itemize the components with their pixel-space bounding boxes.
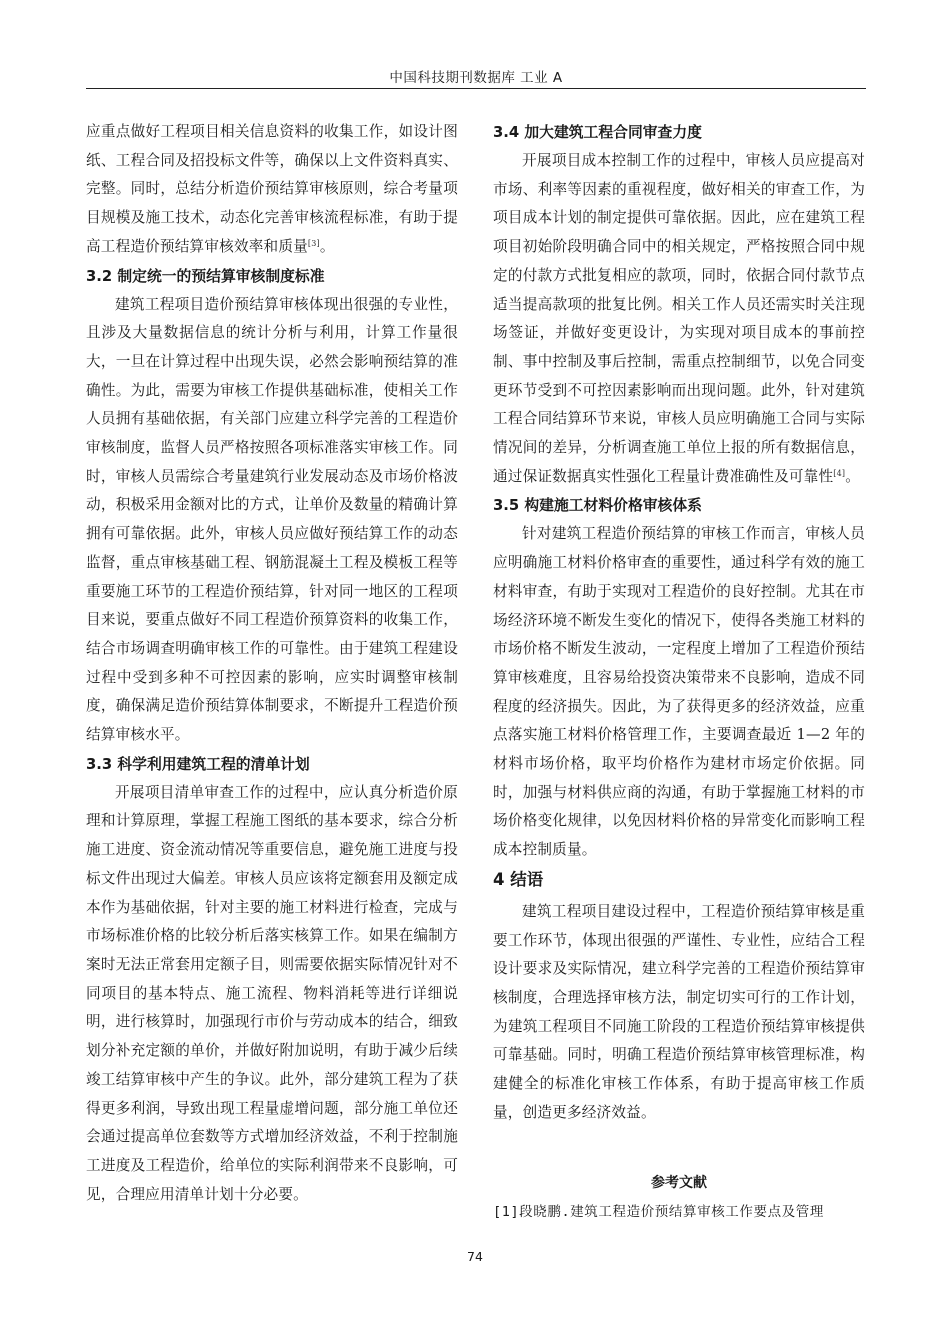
- paragraph-text: 应重点做好工程项目相关信息资料的收集工作，如设计图纸、工程合同及招投标文件等，确保以上文件资料真实、完整。同时，总结分析造价预结算审核原则，综合考量项目规模及施工技术，动态化完善审核流程标准，有助于提高工程造价预结算审核效率和质量: [86, 123, 458, 255]
- paragraph-3-5: 针对建筑工程造价预结算的审核工作而言，审核人员应明确施工材料价格审查的重要性，通过科学有效的施工材料审查，有助于实现对工程造价的良好控制。尤其在市场经济环境不断发生变化的情况下，使得各类施工材料的市场价格不断发生波动，一定程度上增加了工程造价预结算审核难度，且容易给投资决策带来不良影响，造成不同程度的经济损失。因此，为了获得更多的经济效益，应重点落实施工材料价格管理工作，主要调查最近 1—2 年的材料市场价格，取平均价格作为建材市场定价依据。同时，加强与材料供应商的沟通，有助于掌握施工材料的市场价格变化规律，以免因材料价格的异常变化而影响工程成本控制质量。: [493, 525, 865, 859]
- paragraph-3-2: 建筑工程项目造价预结算审核体现出很强的专业性，且涉及大量数据信息的统计分析与利用，计算工作量很大，一旦在计算过程中出现失误，必然会影响预结算的准确性。为此，需要为审核工作提供基础标准，使相关工作人员拥有基础依据，有关部门应建立科学完善的工程造价审核制度，监督人员严格按照各项标准落实审核工作。同时，审核人员需综合考量建筑行业发展动态及市场价格波动，积极采用金额对比的方式，让单价及数量的精确计算拥有可靠依据。此外，审核人员应做好预结算工作的动态监督，重点审核基础工程、钢筋混凝土工程及模板工程等重要施工环节的工程造价预结算，针对同一地区的工程项目来说，要重点做好不同工程造价预算资料的收集工作，结合市场调查明确审核工作的可靠性。由于建筑工程建设过程中受到多种不可控因素的影响，应实时调整审核制度，确保满足造价预结算体制要求，不断提升工程造价预结算审核水平。: [86, 295, 458, 744]
- left-column: [86, 118, 458, 1209]
- paragraph-conclusion: 建筑工程项目建设过程中，工程造价预结算审核是重要工作环节，体现出很强的严谨性、专业性，应结合工程设计要求及实际情况，建立科学完善的工程造价预结算审核制度，合理选择审核方法，制定切实可行的工作计划，为建筑工程项目不同施工阶段的工程造价预结算审核提供可靠基础。同时，明确工程造价预结算审核管理标准，构建健全的标准化审核工作体系，有助于提高审核工作质量，创造更多经济效益。: [493, 902, 865, 1121]
- citation-4: [4]: [833, 468, 846, 478]
- section-heading-3-5: 3.5 构建施工材料价格审核体系: [493, 497, 702, 515]
- paragraph-end: 。: [319, 237, 335, 255]
- paragraph-3-3: 开展项目清单审查工作的过程中，应认真分析造价原理和计算原理，掌握工程施工图纸的基本要求，综合分析施工进度、资金流动情况等重要信息，避免施工进度与投标文件出现过大偏差。审核人员应该将定额套用及额定成本作为基础依据，针对主要的施工材料进行检查，完成与市场标准价格的比较分析后落实核算工作。如果在编制方案时无法正常套用定额子目，则需要依据实际情况针对不同项目的基本特点、施工流程、物料消耗等进行详细说明，进行核算时，加强现行市价与劳动成本的结合，细致划分补充定额的单价，并做好附加说明，有助于减少后续竣工结算审核中产生的争议。此外，部分建筑工程为了获得更多利润，导致出现工程量虚增问题，部分施工单位还会通过提高单位套数等方式增加经济效益，不利于控制施工进度及工程造价，给单位的实际利润带来不良影响，可见，合理应用清单计划十分必要。: [86, 783, 458, 1203]
- section-heading-4: 4 结语: [493, 869, 544, 889]
- header-rule: [86, 88, 866, 89]
- right-column: [493, 118, 865, 1128]
- reference-item: [1]段晓鹏.建筑工程造价预结算审核工作要点及管理: [493, 1204, 825, 1220]
- paragraph-text: 开展项目成本控制工作的过程中，审核人员应提高对市场、利率等因素的重视程度，做好相关的审查工作，为项目成本计划的制定提供可靠依据。因此，应在建筑工程项目初始阶段明确合同中的相关规定，严格按照合同中规定的付款方式批复相应的款项，同时，依据合同付款节点适当提高款项的批复比例。相关工作人员还需实时关注现场签证，并做好变更设计，为实现对项目成本的事前控制、事中控制及事后控制，需重点控制细节，以免合同变更环节受到不可控因素影响而出现问题。此外，针对建筑工程合同结算环节来说，审核人员应明确施工合同与实际情况间的差异，分析调查施工单位上报的所有数据信息，通过保证数据真实性强化工程量计费准确性及可靠性: [493, 152, 865, 485]
- section-heading-3-4: 3.4 加大建筑工程合同审查力度: [493, 124, 702, 141]
- citation-3: [3]: [307, 238, 320, 248]
- page-number: 74: [467, 1249, 483, 1264]
- references-title: 参考文献: [651, 1175, 707, 1191]
- paragraph-end: 。: [845, 467, 860, 485]
- section-heading-3-3: 3.3 科学利用建筑工程的清单计划: [86, 755, 310, 773]
- section-heading-3-2: 3.2 制定统一的预结算审核制度标准: [86, 267, 325, 285]
- paragraph-3-1-continued: [86, 118, 458, 262]
- paragraph-3-4: [493, 147, 865, 491]
- journal-header: 中国科技期刊数据库 工业 A: [389, 70, 563, 86]
